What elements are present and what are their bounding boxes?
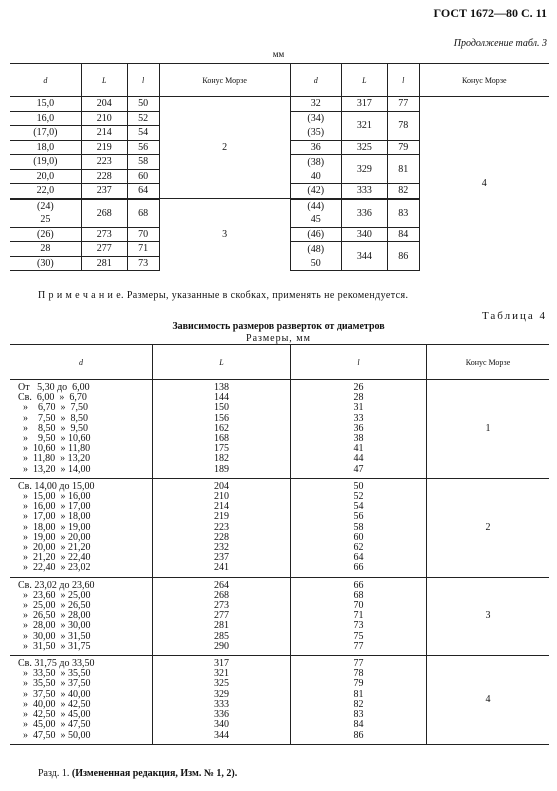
cell-d-ranges (10, 380, 153, 479)
cell-d: 22,0 (10, 184, 81, 199)
l-value: 71 (353, 610, 364, 622)
table-row-group (10, 656, 549, 745)
cell-d-right: (46) (290, 227, 341, 242)
cell-l-right: 79 (387, 140, 419, 155)
cell-d-right: 32 (290, 97, 341, 112)
l-value: 50 (353, 480, 364, 492)
cell-l: 52 (127, 111, 159, 126)
cell-L-right: 329 (341, 155, 387, 184)
cell-cone: 1 (427, 380, 550, 479)
cell-L: 228 (81, 169, 127, 184)
L-value: 150 (214, 402, 229, 414)
range-item: » 16,00 » 17,00 (18, 501, 91, 513)
cell-L-right: 336 (341, 199, 387, 228)
cell-d: 20,0 (10, 169, 81, 184)
cell-l: 58 (127, 155, 159, 170)
l-value: 38 (353, 433, 364, 445)
L-value: 321 (214, 668, 229, 680)
cell-d: (24) (37, 200, 54, 212)
l-value: 75 (353, 630, 364, 642)
table-row (10, 97, 549, 112)
L-value: 228 (214, 531, 229, 543)
cell-d-right: (44) (290, 199, 341, 214)
cell-cone: 4 (427, 656, 550, 745)
range-item: » 19,00 » 20,00 (18, 531, 91, 543)
cell-d-right: 36 (290, 140, 341, 155)
cell-cone-right: 4 (419, 97, 549, 271)
cell-l: 56 (127, 140, 159, 155)
l-value: 70 (353, 600, 364, 612)
cell-L: 214 (81, 126, 127, 141)
l-value: 73 (353, 620, 364, 632)
range-item: » 17,00 » 18,00 (18, 511, 91, 523)
cell-l-values (291, 577, 427, 655)
l-value: 28 (353, 392, 364, 404)
cell-L-right: 317 (341, 97, 387, 112)
L-value: 268 (214, 589, 229, 601)
L-value: 182 (214, 453, 229, 465)
table-4-body (10, 380, 549, 745)
l-value: 77 (353, 658, 364, 670)
table-row-group (10, 577, 549, 655)
cell-l: 50 (127, 97, 159, 112)
L-value: 144 (214, 392, 229, 404)
range-item: » 15,00 » 16,00 (18, 491, 91, 503)
header-cone: Конус Морзе (159, 64, 290, 97)
L-value: 219 (214, 511, 229, 523)
range-item: От 5,30 до 6,00 (18, 382, 90, 393)
footer-note (38, 768, 237, 779)
range-item: » 6,70 » 7,50 (18, 402, 88, 414)
cell-d: 25 (10, 213, 81, 227)
L-value: 237 (214, 552, 229, 564)
table-4-subtitle: Размеры, мм (246, 333, 311, 344)
L-value: 329 (214, 688, 229, 700)
L-value: 214 (214, 501, 229, 513)
cell-L: 273 (81, 227, 127, 242)
l-value: 83 (353, 709, 364, 721)
table-4-label: Таблица 4 (481, 310, 547, 322)
cell-d-right: (38) (290, 155, 341, 170)
cell-l: 54 (127, 126, 159, 141)
L-value: 223 (214, 521, 229, 533)
cell-l-right: 83 (387, 199, 419, 228)
l-value: 79 (353, 678, 364, 690)
header-cone: Конус Морзе (427, 345, 550, 380)
cell-L-right: 344 (341, 242, 387, 271)
l-value: 54 (353, 501, 364, 513)
range-item: Св. 14,00 до 15,00 (18, 480, 95, 492)
table-continuation-label: Продолжение табл. 3 (453, 38, 547, 49)
cell-L: 277 (81, 242, 127, 257)
L-value: 241 (214, 562, 229, 574)
header-l: l (291, 345, 427, 380)
L-value: 340 (214, 719, 229, 731)
L-value: 333 (214, 698, 229, 710)
range-item: » 33,50 » 35,50 (18, 668, 91, 680)
L-value: 281 (214, 620, 229, 632)
L-value: 204 (214, 480, 229, 492)
cell-L: 237 (81, 184, 127, 199)
range-item: » 35,50 » 37,50 (18, 678, 91, 690)
cell-L: 210 (81, 111, 127, 126)
header-d: d (10, 64, 81, 97)
range-item: » 10,60 » 11,80 (18, 443, 91, 455)
cell-d-ranges (10, 577, 153, 655)
l-value: 81 (353, 688, 364, 700)
cell-d-right: (42) (290, 184, 341, 199)
range-item: Св. 6,00 » 6,70 (18, 392, 87, 404)
cell-d: (17,0) (10, 126, 81, 141)
cell-l: 70 (127, 227, 159, 242)
range-item: » 11,80 » 13,20 (18, 453, 91, 465)
cell-l: 71 (127, 242, 159, 257)
L-value: 168 (214, 433, 229, 445)
range-item: » 30,00 » 31,50 (18, 630, 91, 642)
range-item: » 20,00 » 21,20 (18, 542, 91, 554)
cell-d: (30) (10, 256, 81, 271)
table-3-body (10, 97, 549, 271)
cell-L-right: 321 (341, 111, 387, 140)
cell-d-right: 50 (290, 256, 341, 271)
cell-L: 268 (81, 199, 127, 228)
header-l-right: l (387, 64, 419, 97)
range-item: » 28,00 » 30,00 (18, 620, 91, 632)
cell-l: 64 (127, 184, 159, 199)
table-4 (10, 344, 549, 745)
cell-L-right: 325 (341, 140, 387, 155)
cell-d: 28 (10, 242, 81, 257)
cell-l: 73 (127, 256, 159, 271)
header-L: L (81, 64, 127, 97)
l-value: 56 (353, 511, 364, 523)
cell-l-right: 86 (387, 242, 419, 271)
L-value: 277 (214, 610, 229, 622)
l-value: 77 (353, 640, 364, 652)
range-item: » 7,50 » 8,50 (18, 412, 88, 424)
cell-l-values (291, 656, 427, 745)
cell-L: 223 (81, 155, 127, 170)
document-header: ГОСТ 1672—80 С. 11 (433, 6, 547, 20)
cell-l-right: 84 (387, 227, 419, 242)
cell-l-right: 77 (387, 97, 419, 112)
cell-d: 16,0 (10, 111, 81, 126)
l-value: 58 (353, 521, 364, 533)
L-value: 344 (214, 729, 229, 741)
L-value: 264 (214, 579, 229, 591)
range-item: » 31,50 » 31,75 (18, 640, 91, 652)
l-value: 66 (353, 579, 364, 591)
cell-cone: 3 (427, 577, 550, 655)
l-value: 44 (353, 453, 364, 465)
header-d-right: d (290, 64, 341, 97)
cell-l-right: 78 (387, 111, 419, 140)
cell-d-right: 40 (290, 169, 341, 184)
cell-L: 281 (81, 256, 127, 271)
l-value: 41 (353, 443, 364, 455)
l-value: 78 (353, 668, 364, 680)
cell-l-values (291, 478, 427, 577)
l-value: 36 (353, 422, 364, 434)
L-value: 210 (214, 491, 229, 503)
cell-L-values (153, 380, 291, 479)
cell-d: (19,0) (10, 155, 81, 170)
L-value: 325 (214, 678, 229, 690)
range-item: » 45,00 » 47,50 (18, 719, 91, 731)
cell-d: (26) (10, 227, 81, 242)
l-value: 86 (353, 729, 364, 741)
L-value: 232 (214, 542, 229, 554)
cell-d-right: (35) (290, 126, 341, 141)
table-4-title: Зависимость размеров разверток от диаметров (172, 321, 385, 332)
header-d: d (10, 345, 153, 380)
range-item: » 26,50 » 28,00 (18, 610, 91, 622)
range-item: » 47,50 » 50,00 (18, 729, 91, 741)
L-value: 336 (214, 709, 229, 721)
l-value: 31 (353, 402, 364, 414)
L-value: 156 (214, 412, 229, 424)
cell-cone: 2 (159, 97, 290, 199)
l-value: 64 (353, 552, 364, 564)
cell-d-right: 45 (290, 213, 341, 227)
L-value: 162 (214, 422, 229, 434)
cell-L-values (153, 478, 291, 577)
l-value: 66 (353, 562, 364, 574)
table-row-group (10, 478, 549, 577)
range-item: Св. 31,75 до 33,50 (18, 658, 95, 670)
cell-L: 219 (81, 140, 127, 155)
header-cone-right: Конус Морзе (419, 64, 549, 97)
cell-d-right: (48) (290, 242, 341, 257)
L-value: 290 (214, 640, 229, 652)
l-value: 47 (353, 463, 364, 475)
L-value: 189 (214, 463, 229, 475)
l-value: 33 (353, 412, 364, 424)
cell-cone: 3 (159, 199, 290, 271)
l-value: 82 (353, 698, 364, 710)
range-item: » 8,50 » 9,50 (18, 422, 88, 434)
l-value: 62 (353, 542, 364, 554)
range-item: » 13,20 » 14,00 (18, 463, 91, 475)
footer-bold: (Измененная редакция, Изм. № 1, 2). (71, 768, 238, 779)
header-l: l (127, 64, 159, 97)
cell-d-right: (34) (290, 111, 341, 126)
range-item: » 42,50 » 45,00 (18, 709, 91, 721)
l-value: 26 (353, 382, 364, 393)
l-value: 68 (353, 589, 364, 601)
range-item: » 18,00 » 19,00 (18, 521, 91, 533)
cell-L-values (153, 577, 291, 655)
cell-L-values (153, 656, 291, 745)
cell-cone: 2 (427, 478, 550, 577)
l-value: 52 (353, 491, 364, 503)
range-item: » 21,20 » 22,40 (18, 552, 91, 564)
range-item: » 23,60 » 25,00 (18, 589, 91, 601)
cell-l: 60 (127, 169, 159, 184)
cell-l-right: 81 (387, 155, 419, 184)
header-L-right: L (341, 64, 387, 97)
unit-label: мм (272, 49, 285, 59)
table-row-group (10, 380, 549, 479)
L-value: 175 (214, 443, 229, 455)
L-value: 317 (214, 658, 229, 670)
footer-prefix: Разд. 1. (38, 768, 70, 779)
cell-L-right: 333 (341, 184, 387, 199)
l-value: 60 (353, 531, 364, 543)
header-L: L (153, 345, 291, 380)
L-value: 285 (214, 630, 229, 642)
L-value: 273 (214, 600, 229, 612)
range-item: Св. 23,02 до 23,60 (18, 579, 95, 591)
table-note: П р и м е ч а н и е. Размеры, указанные в скобках, применять не рекомендуется. (38, 290, 409, 301)
cell-l-right: 82 (387, 184, 419, 199)
L-value: 138 (214, 382, 229, 393)
table-3 (10, 63, 549, 271)
cell-d-ranges (10, 478, 153, 577)
cell-L-right: 340 (341, 227, 387, 242)
cell-d: 18,0 (10, 140, 81, 155)
cell-d: 15,0 (10, 97, 81, 112)
range-item: » 37,50 » 40,00 (18, 688, 91, 700)
l-value: 84 (353, 719, 364, 731)
cell-l-values (291, 380, 427, 479)
range-item: » 9,50 » 10,60 (18, 433, 91, 445)
range-item: » 22,40 » 23,02 (18, 562, 91, 574)
cell-d-ranges (10, 656, 153, 745)
range-item: » 25,00 » 26,50 (18, 600, 91, 612)
cell-L: 204 (81, 97, 127, 112)
range-item: » 40,00 » 42,50 (18, 698, 91, 710)
cell-l: 68 (127, 199, 159, 228)
